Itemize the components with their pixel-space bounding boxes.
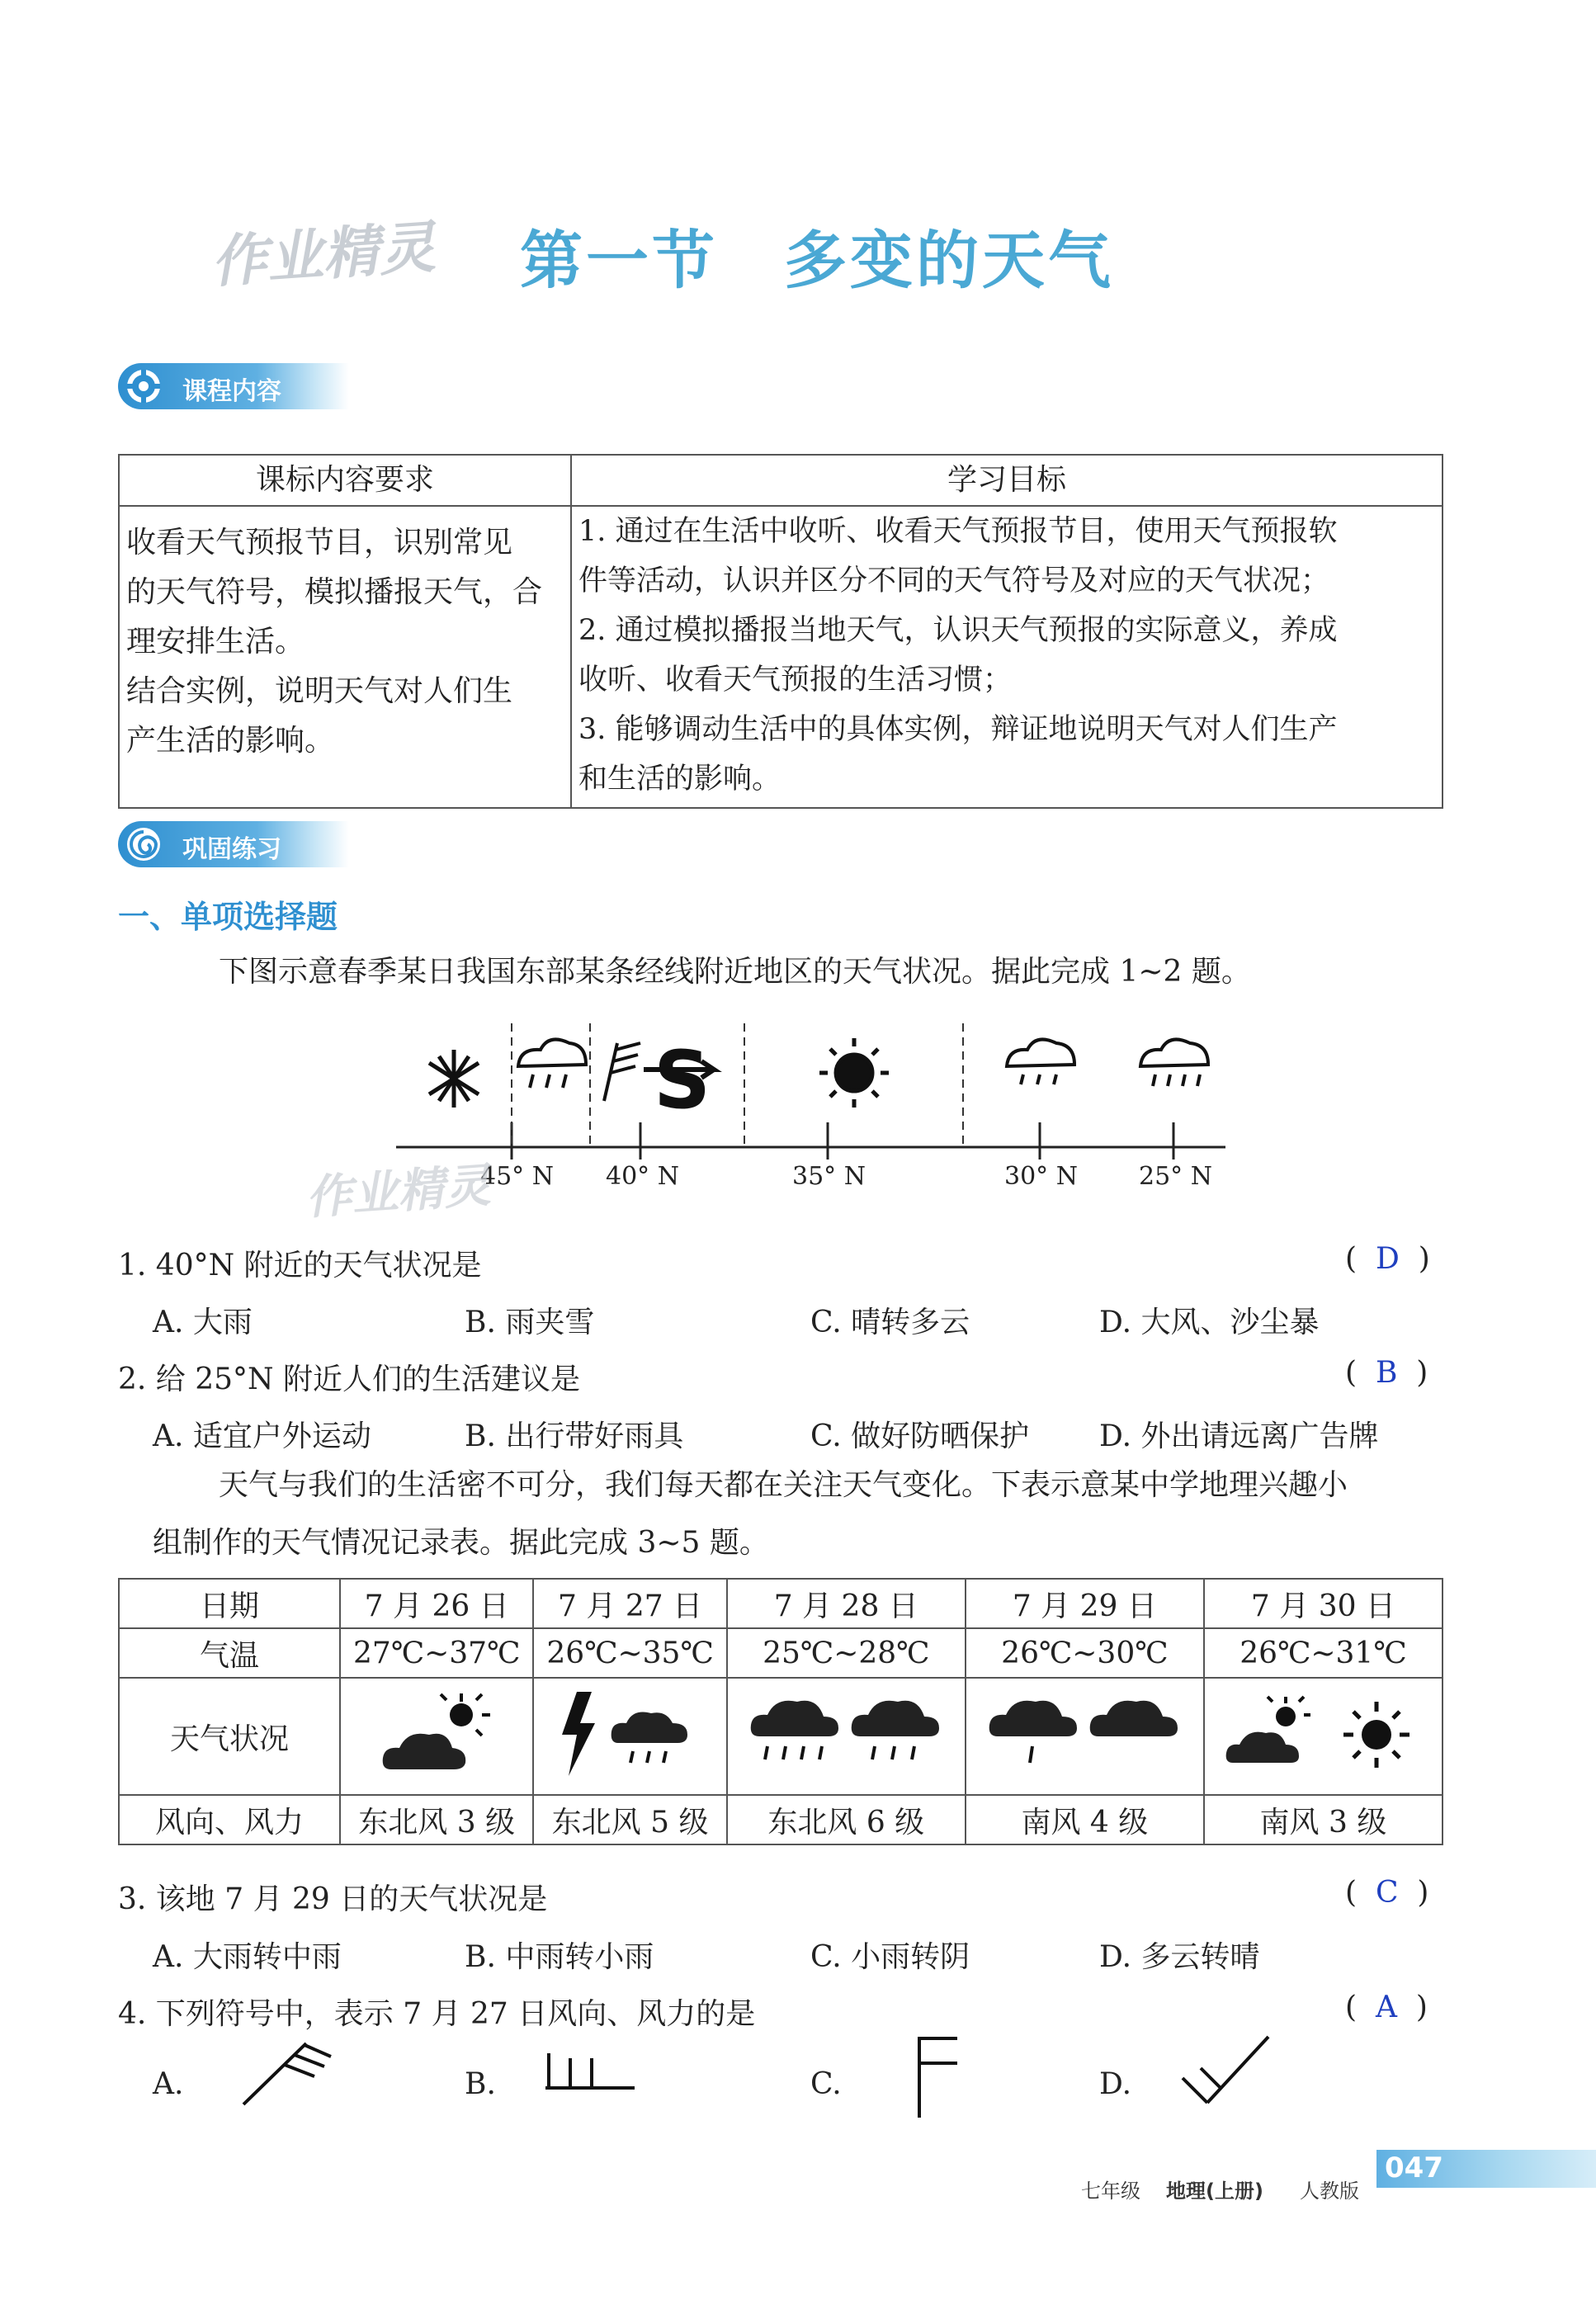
wind-symbol-b-icon [541, 2040, 640, 2098]
answer-4: ( A ) [1345, 1991, 1428, 2024]
row-label: 风向、风力 [119, 1795, 340, 1844]
row-label: 日期 [119, 1579, 340, 1628]
date-cell: 7 月 28 日 [727, 1579, 966, 1628]
weather-cell [340, 1678, 533, 1795]
sleet-icon [518, 1040, 586, 1089]
option: A. 大雨转中雨 [153, 1940, 342, 1974]
footer-edition: 人教版 [1300, 2180, 1359, 2203]
latitude-label: 35° N [792, 1162, 866, 1191]
wind-symbol-d-icon [1176, 2030, 1275, 2113]
text-line: 件等活动，认识并区分不同的天气符号及对应的天气状况； [578, 564, 1330, 597]
wind-symbol-c-icon [908, 2030, 966, 2121]
answer-1: ( D ) [1345, 1242, 1430, 1276]
option: A. 适宜户外运动 [153, 1419, 371, 1453]
option: D. 大风、沙尘暴 [1099, 1306, 1320, 1339]
swirl-icon [123, 824, 164, 865]
intro-paragraph: 下图示意春季某日我国东部某条经线附近地区的天气状况。据此完成 1~2 题。 [219, 955, 1251, 989]
sun-icon [819, 1038, 889, 1108]
option: D. 多云转晴 [1099, 1940, 1260, 1974]
text-line: 理安排生活。 [126, 625, 305, 659]
wind-cell: 南风 3 级 [1204, 1795, 1443, 1844]
text-line: 1. 通过在生活中收听、收看天气预报节目，使用天气预报软 [578, 515, 1338, 548]
page-title: 第一节 多变的天气 [520, 224, 1114, 297]
gear-icon [123, 366, 164, 407]
text-line: 产生活的影响。 [126, 724, 335, 758]
wind-barb-icon [604, 1043, 640, 1101]
temp-cell: 26℃~35℃ [533, 1628, 726, 1678]
date-cell: 7 月 26 日 [340, 1579, 533, 1628]
date-cell: 7 月 30 日 [1204, 1579, 1443, 1628]
option: C. 小雨转阴 [810, 1940, 970, 1974]
option: B. [465, 2067, 496, 2101]
page-number: 047 [1385, 2151, 1443, 2184]
question-2: 2. 给 25°N 附近人们的生活建议是 [118, 1363, 580, 1396]
latitude-label: 45° N [480, 1162, 554, 1191]
wind-cell: 南风 4 级 [966, 1795, 1204, 1844]
light-rain-icon [1007, 1040, 1074, 1085]
weather-cell [1204, 1678, 1443, 1795]
answer-3: ( C ) [1345, 1876, 1429, 1910]
weather-cell [966, 1678, 1204, 1795]
date-cell: 7 月 27 日 [533, 1579, 726, 1628]
temp-cell: 26℃~30℃ [966, 1628, 1204, 1678]
wind-cell: 东北风 5 级 [533, 1795, 726, 1844]
weather-cell [533, 1678, 726, 1795]
option: A. [153, 2067, 184, 2101]
thunder-rain-icon [552, 1684, 709, 1783]
option: B. 中雨转小雨 [465, 1940, 654, 1974]
row-label: 天气状况 [119, 1678, 340, 1795]
svg-text:S: S [654, 1034, 711, 1126]
weather-cell [727, 1678, 966, 1795]
section-tag-label: 巩固练习 [182, 835, 281, 864]
option: D. [1099, 2067, 1132, 2101]
text-line: 3. 能够调动生活中的具体实例，辩证地说明天气对人们生产 [578, 713, 1338, 746]
weather-record-table [118, 1578, 1443, 1845]
latitude-label: 40° N [606, 1162, 679, 1191]
weather-diagram [388, 1015, 1238, 1205]
text-line: 收看天气预报节目，识别常见 [126, 526, 513, 560]
snow-icon [429, 1050, 479, 1108]
option: C. 晴转多云 [810, 1306, 970, 1339]
section-tag-course [118, 363, 349, 409]
intro-paragraph: 组制作的天气情况记录表。据此完成 3~5 题。 [153, 1526, 769, 1560]
partly-cloudy-icon [375, 1684, 498, 1783]
latitude-label: 30° N [1004, 1162, 1078, 1191]
goals-cell [571, 506, 1443, 808]
standard-cell [119, 506, 571, 808]
date-cell: 7 月 29 日 [966, 1579, 1204, 1628]
heavy-rain-icon [743, 1684, 949, 1783]
temp-cell: 26℃~31℃ [1204, 1628, 1443, 1678]
section-tag-practice [118, 821, 349, 867]
option: B. 雨夹雪 [465, 1306, 595, 1339]
text-line: 结合实例，说明天气对人们生 [126, 674, 513, 708]
watermark: 作业精灵 [208, 215, 437, 296]
option: B. 出行带好雨具 [465, 1419, 684, 1453]
option: A. 大雨 [153, 1306, 253, 1339]
text-line: 收听、收看天气预报的生活习惯； [578, 664, 1013, 697]
curriculum-table [118, 454, 1443, 809]
rain-icon [1140, 1040, 1208, 1087]
option: D. 外出请远离广告牌 [1099, 1419, 1379, 1453]
watermark: 作业精灵 [304, 1159, 493, 1226]
footer-subject: 地理(上册) [1166, 2180, 1263, 2203]
row-label: 气温 [119, 1628, 340, 1678]
question-4: 4. 下列符号中，表示 7 月 27 日风向、风力的是 [118, 1997, 756, 2031]
question-3: 3. 该地 7 月 29 日的天气状况是 [118, 1882, 548, 1916]
text-line: 2. 通过模拟播报当地天气，认识天气预报的实际意义，养成 [578, 614, 1338, 647]
light-rain-to-overcast-icon [981, 1684, 1188, 1783]
table-header: 课标内容要求 [119, 455, 571, 506]
text-line: 的天气符号，模拟播报天气，合 [126, 575, 543, 609]
section-tag-label: 课程内容 [182, 377, 281, 406]
intro-paragraph: 天气与我们的生活密不可分，我们每天都在关注天气变化。下表示意某中学地理兴趣小 [219, 1468, 1348, 1502]
temp-cell: 25℃~28℃ [727, 1628, 966, 1678]
text-line: 和生活的影响。 [578, 763, 781, 796]
table-header: 学习目标 [571, 455, 1443, 506]
option: C. [810, 2067, 842, 2101]
page-number-badge [1376, 2150, 1596, 2188]
latitude-label: 25° N [1139, 1162, 1212, 1191]
temp-cell: 27℃~37℃ [340, 1628, 533, 1678]
footer-grade: 七年级 [1081, 2180, 1140, 2203]
answer-2: ( B ) [1345, 1356, 1428, 1390]
option: C. 做好防晒保护 [810, 1419, 1030, 1453]
sandstorm-icon [644, 1034, 714, 1126]
cloudy-to-sunny-icon [1220, 1684, 1426, 1783]
wind-symbol-a-icon [235, 2030, 334, 2113]
wind-cell: 东北风 3 级 [340, 1795, 533, 1844]
section-heading: 一、单项选择题 [118, 899, 338, 935]
question-1: 1. 40°N 附近的天气状况是 [118, 1249, 482, 1282]
wind-cell: 东北风 6 级 [727, 1795, 966, 1844]
